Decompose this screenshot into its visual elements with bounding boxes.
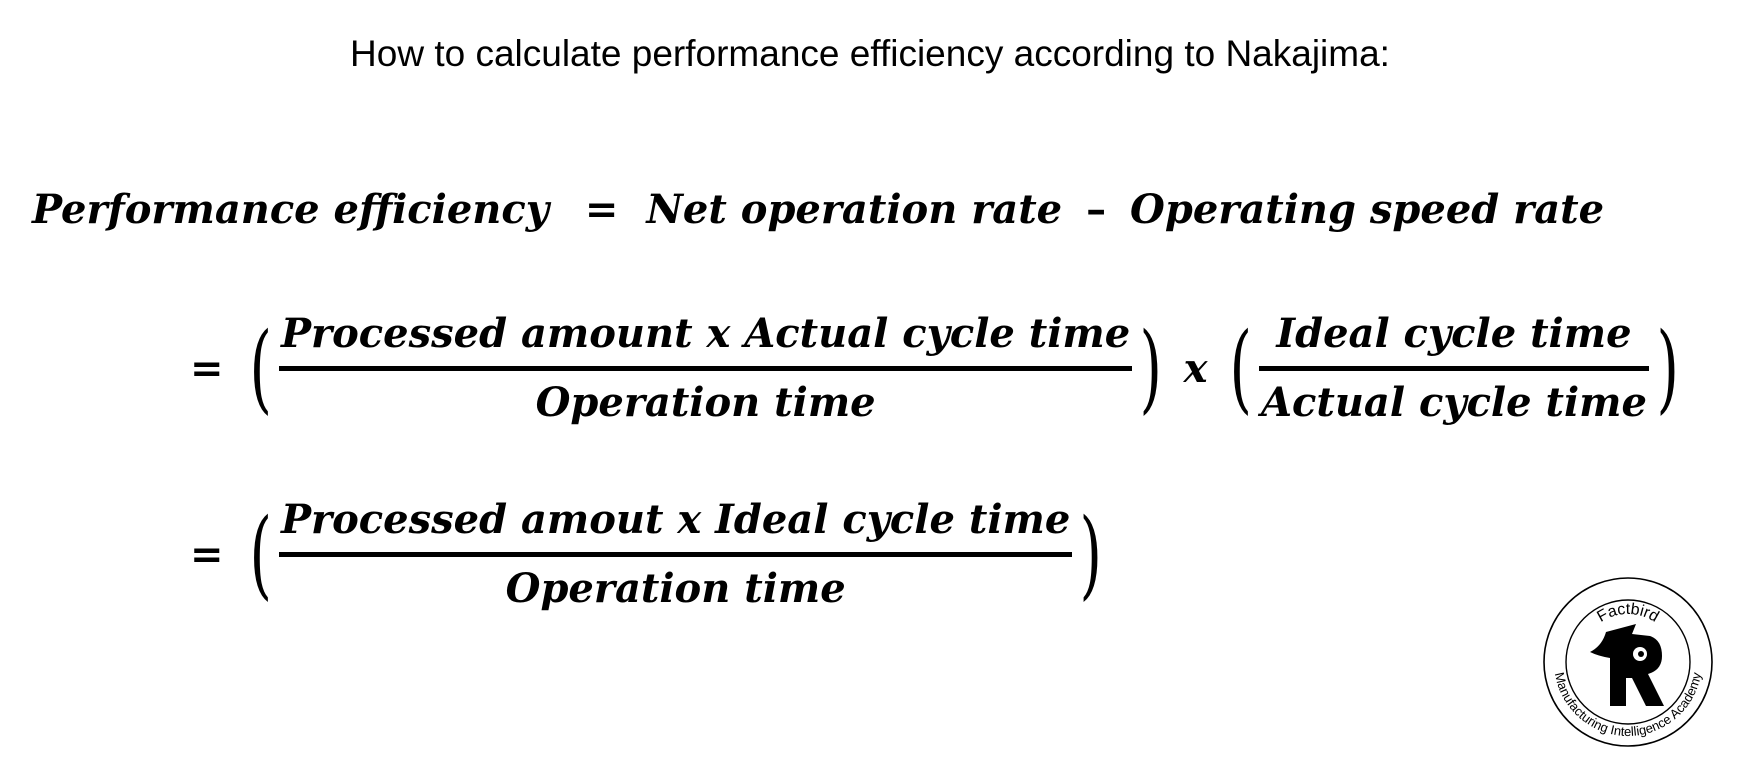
fraction-denominator: Actual cycle time [1260,378,1647,426]
operating-speed-rate-term: Operating speed rate [1130,186,1605,233]
fraction-processed-ideal [279,492,1072,617]
fraction-numerator: Processed amout x Ideal cycle time [280,495,1071,543]
multiply-operator: x [1183,344,1208,392]
equals-sign: = [190,344,224,392]
svg-text:Factbird: Factbird [1594,600,1662,626]
formula-line-2 [190,308,1686,428]
right-paren: ) [1139,312,1163,424]
formula-line-1 [32,182,1604,238]
svg-text:Manufacturing Intelligence Aca: Manufacturing Intelligence Academy [1551,670,1705,740]
equals-sign: = [584,186,619,233]
formula-line-3 [190,494,1110,614]
fraction-ideal-actual [1259,306,1649,431]
left-paren: ( [1229,312,1252,424]
equals-sign: = [190,530,224,578]
right-paren: ) [1656,312,1679,424]
fraction-processed-actual [279,306,1132,431]
net-operation-rate-term: Net operation rate [646,186,1063,233]
left-paren: ( [249,498,272,610]
fraction-numerator: Processed amount x Actual cycle time [280,309,1131,357]
factbird-academy-logo [1540,574,1716,750]
logo-seal-icon [1540,574,1716,750]
left-paren: ( [249,312,272,424]
formula-lhs: Performance efficiency [32,186,549,233]
page-title: How to calculate performance efficiency according to Nakajima: [350,33,1390,74]
right-paren: ) [1079,498,1103,610]
fraction-denominator: Operation time [535,378,876,426]
dash-operator: – [1086,186,1107,233]
fraction-numerator: Ideal cycle time [1276,309,1632,357]
fraction-denominator: Operation time [505,564,846,612]
